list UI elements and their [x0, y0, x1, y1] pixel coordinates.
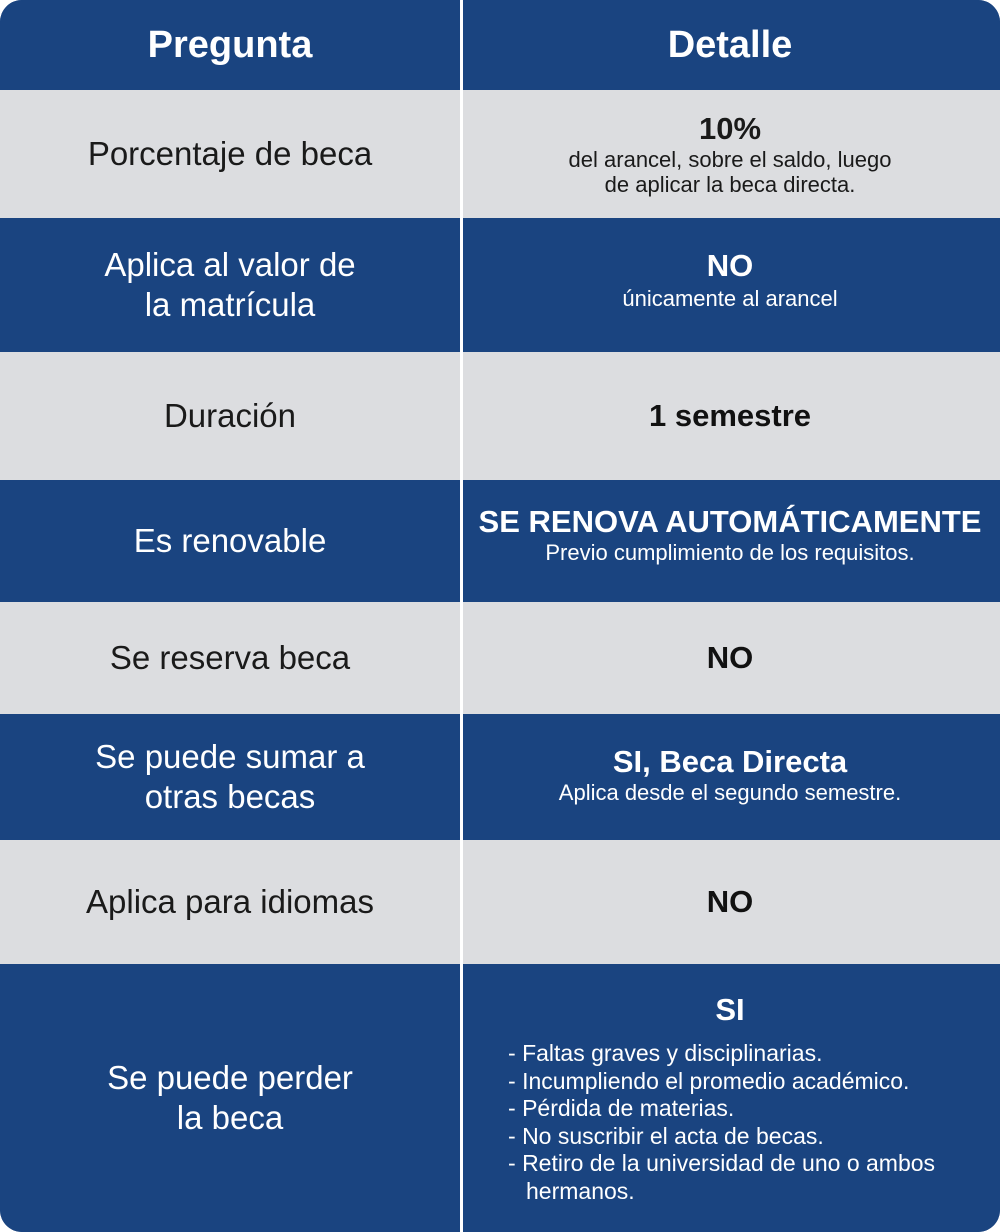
detail-cell — [460, 352, 1000, 480]
question-cell — [0, 714, 460, 840]
detail-main: 10% — [698, 111, 762, 146]
question-cell — [0, 602, 460, 714]
question-text: Porcentaje de beca — [87, 135, 373, 172]
detail-cell — [460, 840, 1000, 964]
detail-sub: Previo cumplimiento de los requisitos. — [545, 540, 915, 565]
question-cell — [0, 218, 460, 352]
detail-sub: del arancel, sobre el saldo, luego de aplicar la beca directa. — [568, 147, 892, 197]
question-cell — [0, 840, 460, 964]
detail-main: SE RENOVA AUTOMÁTICAMENTE — [478, 504, 982, 539]
table-row — [0, 218, 1000, 352]
table-row — [0, 480, 1000, 602]
list-item: - No suscribir el acta de becas. — [508, 1123, 1000, 1151]
question-text: Se puede perder la beca — [107, 1059, 353, 1136]
list-item: - Pérdida de materias. — [508, 1095, 1000, 1123]
table-row — [0, 714, 1000, 840]
column-divider — [460, 0, 463, 1232]
detail-main: 1 semestre — [648, 398, 811, 433]
question-text: Aplica al valor de la matrícula — [104, 246, 356, 323]
table-header — [0, 0, 1000, 90]
question-text: Aplica para idiomas — [86, 883, 374, 920]
table-row — [0, 964, 1000, 1232]
detail-cell — [460, 602, 1000, 714]
detail-cell — [460, 90, 1000, 218]
detail-main: NO — [706, 640, 754, 675]
header-detalle: Detalle — [667, 23, 793, 66]
header-pregunta: Pregunta — [147, 23, 313, 66]
detail-main: NO — [706, 248, 754, 283]
list-item: - Faltas graves y disciplinarias. — [508, 1040, 1000, 1068]
list-item: - Incumpliendo el promedio académico. — [508, 1068, 1000, 1096]
question-text: Se puede sumar a otras becas — [95, 738, 365, 815]
header-cell-pregunta — [0, 0, 460, 90]
question-text: Se reserva beca — [109, 639, 351, 676]
detail-main: NO — [706, 884, 754, 919]
detail-main: SI — [715, 992, 745, 1027]
detail-cell — [460, 218, 1000, 352]
detail-sub: únicamente al arancel — [622, 286, 838, 311]
table-row — [0, 352, 1000, 480]
detail-cell — [460, 964, 1000, 1232]
detail-cell — [460, 714, 1000, 840]
detail-cell — [460, 480, 1000, 602]
question-cell — [0, 480, 460, 602]
table-row — [0, 840, 1000, 964]
detail-main: SI, Beca Directa — [612, 744, 848, 779]
detail-sub: Aplica desde el segundo semestre. — [558, 780, 902, 805]
header-cell-detalle — [460, 0, 1000, 90]
list-item: - Retiro de la universidad de uno o ambos hermanos. — [508, 1150, 1000, 1205]
detail-bullet-list — [460, 1040, 1000, 1205]
question-cell — [0, 964, 460, 1232]
table-row — [0, 90, 1000, 218]
question-text: Duración — [163, 397, 297, 434]
question-cell — [0, 352, 460, 480]
table-row — [0, 602, 1000, 714]
question-cell — [0, 90, 460, 218]
question-text: Es renovable — [133, 522, 327, 559]
